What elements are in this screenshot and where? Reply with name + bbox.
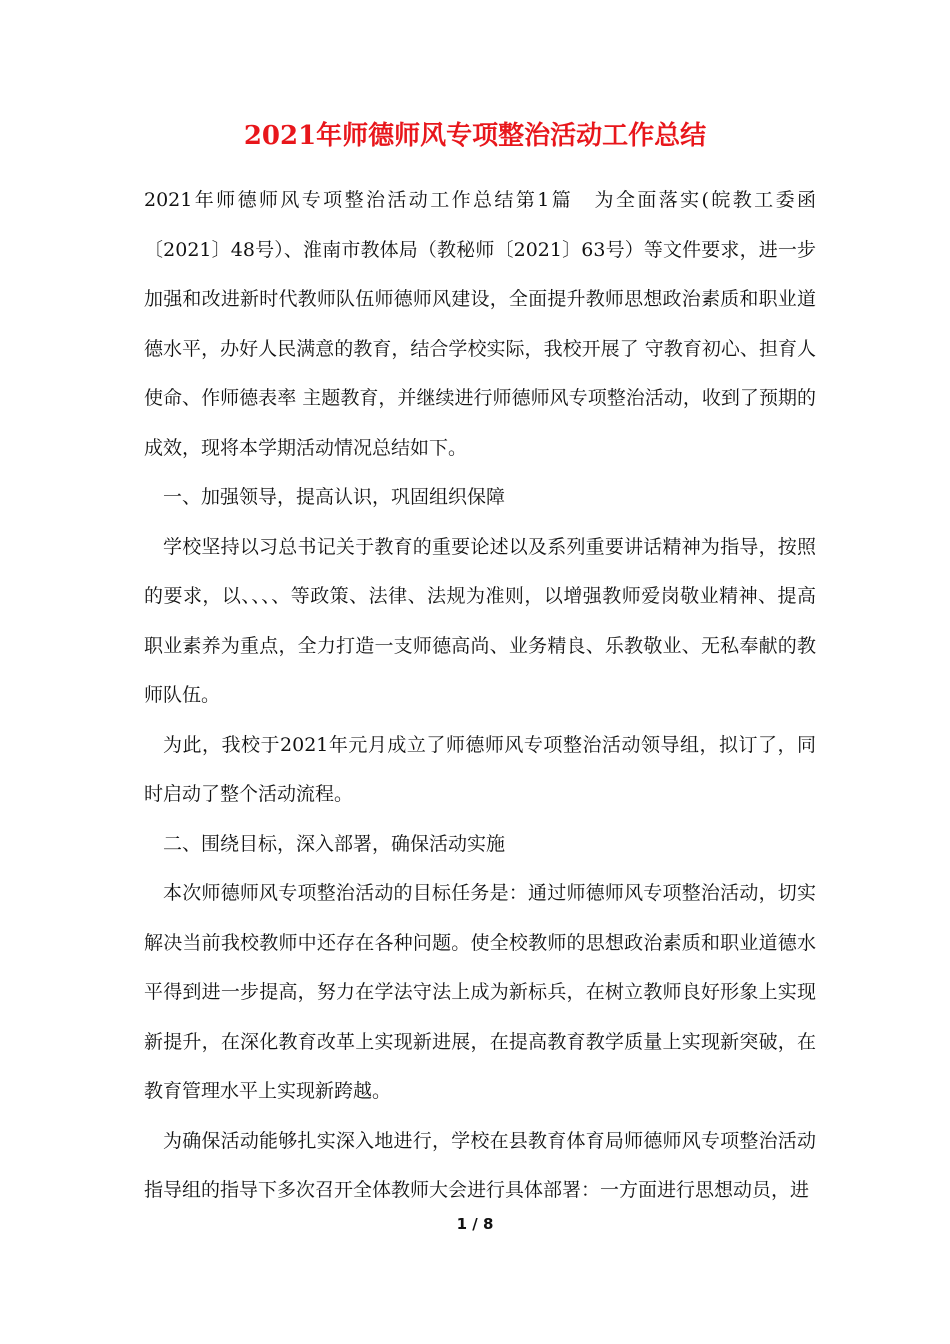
- page-indicator: 1 / 8: [456, 1215, 494, 1233]
- paragraph-3: 为此，我校于2021年元月成立了师德师风专项整治活动领导组，拟订了，同时启动了整个活动流程。: [144, 733, 816, 805]
- document-body: [144, 176, 816, 1216]
- section-heading-2: 二、围绕目标，深入部署，确保活动实施: [163, 832, 506, 855]
- paragraph-5: 本次师德师风专项整治活动的目标任务是：通过师德师风专项整治活动，切实解决当前我校教师中还存在各种问题。使全校教师的思想政治素质和职业道德水平得到进一步提高，努力在学法守法上成为新标兵，在树立教师良好形象上实现新提升，在深化教育改革上实现新进展，在提高教育教学质量上实现新突破，在教育管理水平上实现新跨越。: [144, 882, 816, 1102]
- paragraph-2: 学校坚持以习总书记关于教育的重要论述以及系列重要讲话精神为指导，按照的要求，以、、、、等政策、法律、法规为准则，以增强教师爱岗敬业精神、提高职业素养为重点，全力打造一支师德高尚、业务精良、乐教敬业、无私奉献的教师队伍。: [144, 535, 816, 706]
- paragraph-intro: 2021年师德师风专项整治活动工作总结第1篇 为全面落实(皖教工委函〔2021〕48号）、淮南市教体局（教秘师〔2021〕63号）等文件要求，进一步加强和改进新时代教师队伍师德师风建设，全面提升教师思想政治素质和职业道德水平，办好人民满意的教育，结合学校实际，我校开展了 守教育初心、担育人使命、作师德表率 主题教育，并继续进行师德师风专项整治活动，收到了预期的成效，现将本学期活动情况总结如下。: [144, 189, 816, 459]
- paragraph-6: 为确保活动能够扎实深入地进行，学校在县教育体育局师德师风专项整治活动指导组的指导下多次召开全体教师大会进行具体部署：一方面进行思想动员，进: [144, 1129, 816, 1201]
- document-title: 2021年师德师风专项整治活动工作总结: [243, 121, 707, 151]
- section-heading-1: 一、加强领导，提高认识，巩固组织保障: [163, 486, 506, 508]
